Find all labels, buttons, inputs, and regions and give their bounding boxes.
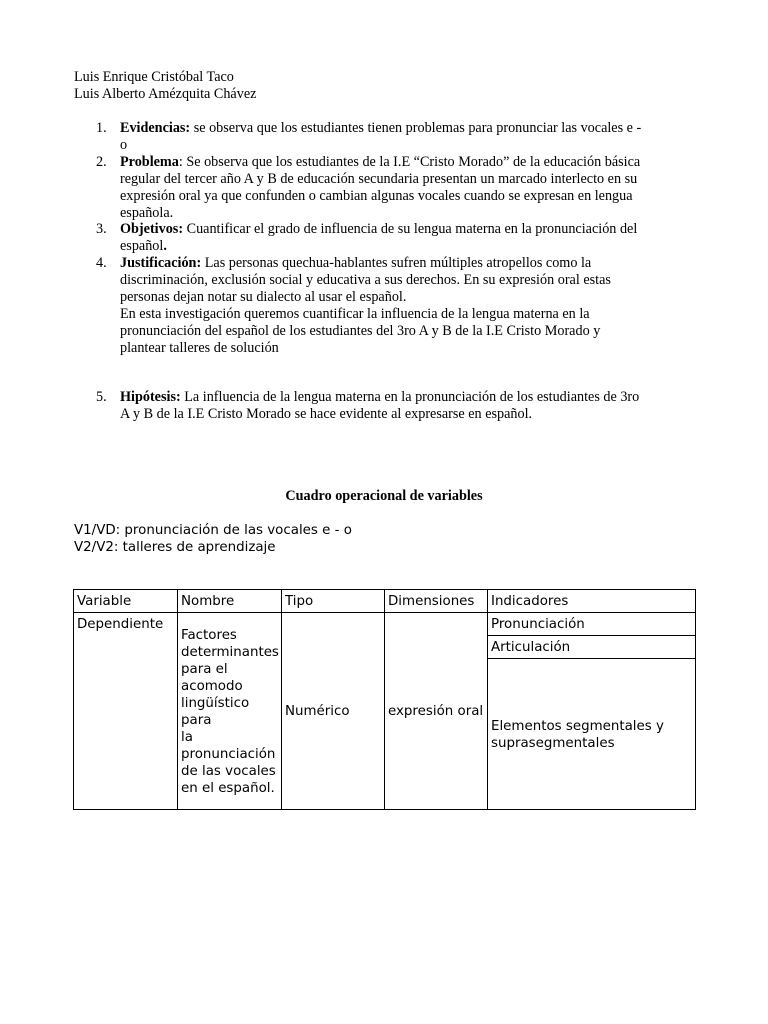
list-number: 3. bbox=[96, 221, 107, 237]
indicator-cell: Articulación bbox=[488, 636, 696, 659]
item-text: regular del tercer año A y B de educación secundaria presentan un marcado interlecto en su bbox=[120, 171, 638, 187]
list-number: 1. bbox=[96, 120, 107, 136]
list-item-objetivos bbox=[96, 221, 690, 255]
item-text: discriminación, exclusión social y educativa a sus derechos. En su expresión oral estas bbox=[120, 272, 611, 288]
variable-line-2: V2/V2: talleres de aprendizaje bbox=[74, 540, 276, 555]
item-text: La influencia de la lengua materna en la pronunciación de los estudiantes de 3ro bbox=[184, 389, 640, 405]
list-number: 5. bbox=[96, 389, 107, 405]
header-cell: Nombre bbox=[178, 590, 282, 613]
section-title: Cuadro operacional de variables bbox=[285, 488, 483, 504]
item-text: A y B de la I.E Cristo Morado se hace evidente al expresarse en español. bbox=[120, 406, 533, 422]
nombre-line: determinantes bbox=[181, 644, 279, 660]
nombre-line: acomodo bbox=[181, 678, 243, 694]
list-item-problema bbox=[96, 154, 690, 222]
item-text: español bbox=[120, 238, 164, 254]
nombre-line: la bbox=[181, 729, 193, 745]
list-item-hipotesis bbox=[96, 389, 690, 423]
list-number: 4. bbox=[96, 255, 107, 271]
list-item-evidencias bbox=[96, 120, 690, 154]
nombre-cell bbox=[178, 613, 282, 810]
dimension-cell: expresión oral bbox=[385, 613, 488, 810]
indicator-cell: Pronunciación bbox=[488, 613, 696, 636]
variable-cell: Dependiente bbox=[74, 613, 178, 810]
item-text: plantear talleres de solución bbox=[120, 340, 279, 356]
nombre-line: lingüístico para bbox=[181, 695, 250, 728]
item-text: En esta investigación queremos cuantificar la influencia de la lengua materna en la bbox=[120, 306, 590, 322]
variable-line-1: V1/VD: pronunciación de las vocales e - o bbox=[74, 523, 352, 538]
nombre-line: Factores bbox=[181, 627, 237, 643]
operational-variables-table bbox=[73, 589, 696, 810]
table-header-row bbox=[74, 590, 696, 613]
header-cell: Indicadores bbox=[488, 590, 696, 613]
table-row bbox=[74, 613, 696, 636]
item-text: pronunciación del español de los estudiantes del 3ro A y B de la I.E Cristo Morado y bbox=[120, 323, 601, 339]
list-number: 2. bbox=[96, 154, 107, 170]
item-label: Objetivos: bbox=[120, 221, 184, 237]
item-text: : Se observa que los estudiantes de la I.E “Cristo Morado” de la educación básica bbox=[178, 154, 641, 170]
item-text: Las personas quechua-hablantes sufren múltiples atropellos como la bbox=[204, 255, 592, 271]
item-label: Evidencias: bbox=[120, 120, 191, 136]
tipo-cell: Numérico bbox=[282, 613, 385, 810]
header-cell: Dimensiones bbox=[385, 590, 488, 613]
item-text: se observa que los estudiantes tienen problemas para pronunciar las vocales e - bbox=[193, 120, 642, 136]
item-label: Problema bbox=[120, 154, 179, 170]
item-text: Cuantificar el grado de influencia de su lengua materna en la pronunciación del bbox=[186, 221, 638, 237]
item-label: Hipótesis: bbox=[120, 389, 181, 405]
item-text: o bbox=[120, 137, 128, 153]
nombre-line: de las vocales bbox=[181, 763, 276, 779]
author-2: Luis Alberto Amézquita Chávez bbox=[74, 86, 257, 102]
item-text: personas dejan notar su dialecto al usar el español. bbox=[120, 289, 407, 305]
item-tail: . bbox=[163, 238, 167, 254]
list-item-justificacion bbox=[96, 255, 690, 357]
nombre-line: pronunciación bbox=[181, 746, 276, 762]
item-text: española. bbox=[120, 205, 174, 221]
item-label: Justificación: bbox=[120, 255, 202, 271]
header-cell: Tipo bbox=[282, 590, 385, 613]
header-cell: Variable bbox=[74, 590, 178, 613]
author-1: Luis Enrique Cristóbal Taco bbox=[74, 69, 234, 85]
nombre-line: para el bbox=[181, 661, 228, 677]
nombre-line: en el español. bbox=[181, 780, 275, 796]
indicator-cell: Elementos segmentales y suprasegmentales bbox=[488, 659, 696, 810]
item-text: expresión oral ya que confunden o cambian algunas vocales cuando se expresan en lengua bbox=[120, 188, 633, 204]
